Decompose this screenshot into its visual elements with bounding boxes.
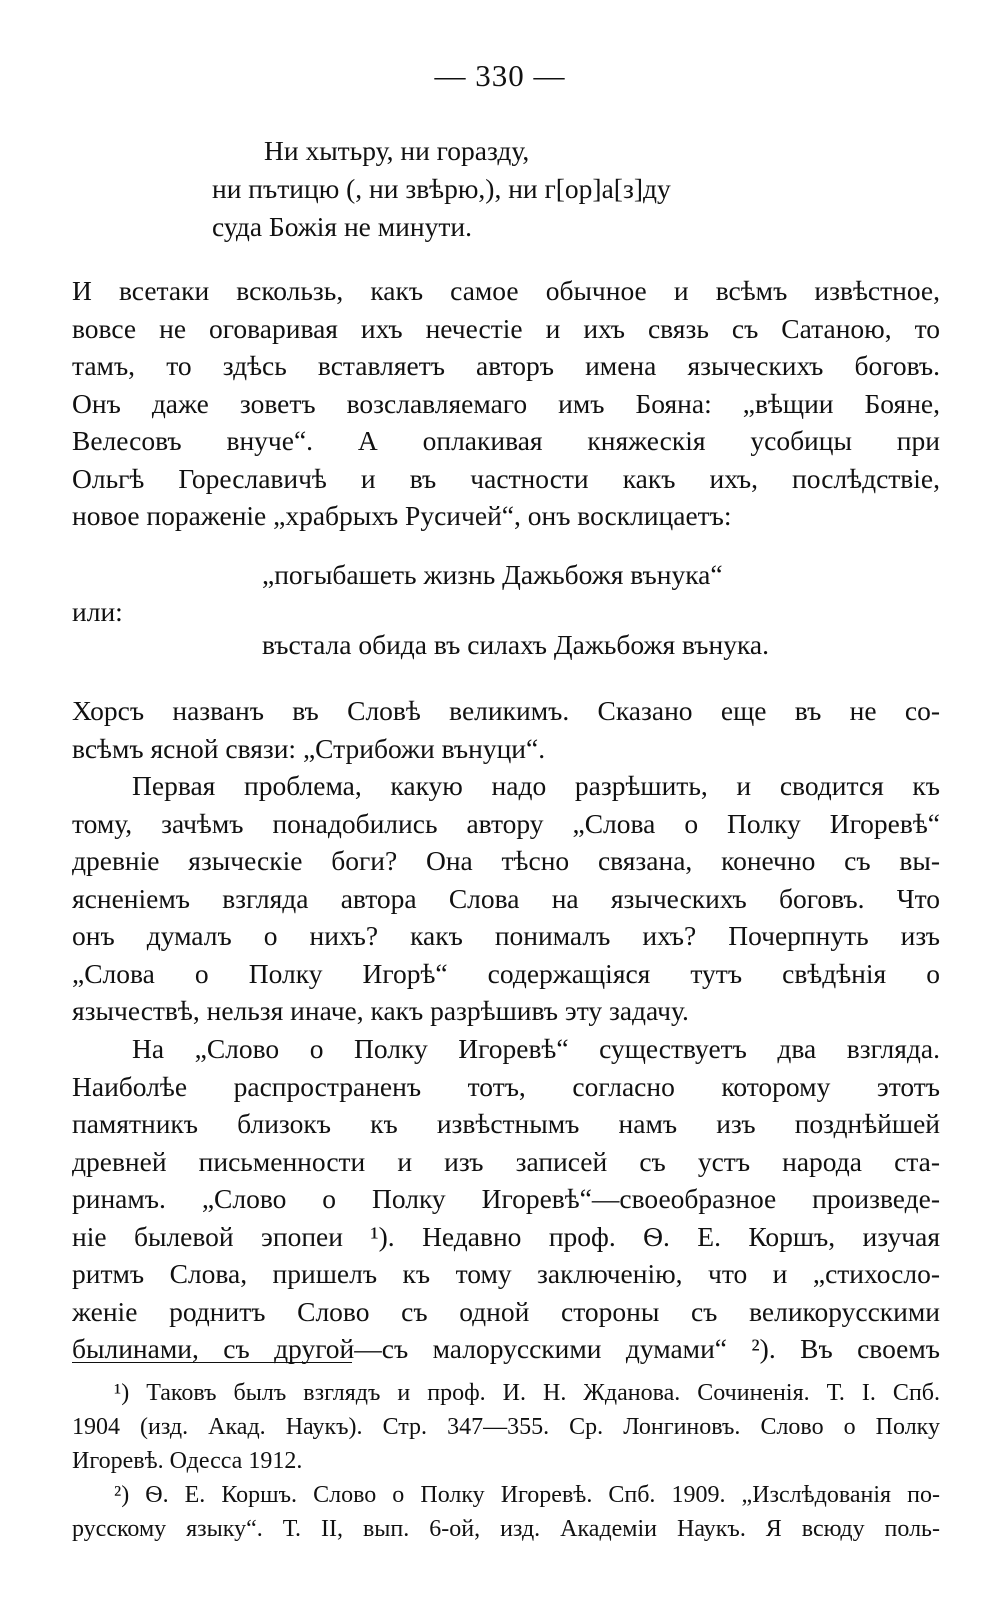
text-line: И всетаки вскользь, какъ самое обычное и всѣмъ извѣстное, <box>72 275 940 306</box>
text-line: Онъ даже зоветъ возславляемаго имъ Бояна: „вѣщии Бояне, <box>72 387 940 419</box>
text-line: ритмъ Слова, пришелъ къ тому заключенію, что и „стихосло- <box>72 1258 940 1289</box>
footnote-line: ²) Ѳ. Е. Коршъ. Слово о Полку Игоревѣ. Спб. 1909. „Изслѣдованія по- <box>114 1482 940 1508</box>
text-line: тому, зачѣмъ понадобились автору „Слова о Полку Игоревѣ“ <box>72 807 940 839</box>
footnote-line: 1904 (изд. Акад. Наукъ). Стр. 347—355. Ср. Лонгиновъ. Слово о Полку <box>72 1414 940 1440</box>
paragraph-1 <box>72 272 940 535</box>
text-line: Наиболѣе распространенъ тотъ, согласно которому этотъ <box>72 1070 940 1102</box>
text-line: вовсе не оговаривая ихъ нечестіе и ихъ связь съ Сатаною, то <box>72 312 940 344</box>
text-line: древней письменности и изъ записей съ устъ народа ста- <box>72 1145 940 1177</box>
text-line: ринамъ. „Слово о Полку Игоревѣ“—своеобразное произведе- <box>72 1183 940 1214</box>
page-number: — 330 — <box>434 58 566 93</box>
quote-line-2: въстала обида въ силахъ Дажьбожя вънука. <box>262 629 770 660</box>
text-line: былинами, съ другой—съ малорусскими думами“ ²). Въ своемъ <box>72 1333 940 1364</box>
text-line: Ольгѣ Гореславичѣ и въ частности какъ ихъ, послѣдствіе, <box>72 462 940 494</box>
verse-line: суда Божія не минути. <box>212 211 472 242</box>
footnote-line: Игоревѣ. Одесса 1912. <box>72 1448 303 1474</box>
text-line: Велесовъ внуче“. А оплакивая княжескія усобицы при <box>72 425 940 456</box>
text-line: новое пораженіе „храбрыхъ Русичей“, онъ восклицаетъ: <box>72 500 732 531</box>
quote-line-1: „погыбашеть жизнь Дажьбожя вънука“ <box>262 559 723 590</box>
text-line: Хорсъ названъ въ Словѣ великимъ. Сказано еще въ не со- <box>72 695 940 726</box>
paragraph-4 <box>72 1030 940 1368</box>
text-line: язычествѣ, нельзя иначе, какъ разрѣшивъ эту задачу. <box>72 995 689 1026</box>
text-line: древніе языческіе боги? Она тѣсно связана, конечно съ вы- <box>72 845 940 876</box>
footnote-line: ¹) Таковъ былъ взглядъ и проф. И. Н. Жданова. Сочиненія. Т. I. Спб. <box>114 1380 940 1406</box>
text-line: ясненіемъ взгляда автора Слова на языческихъ боговъ. Что <box>72 882 940 914</box>
text-line: ніе былевой эпопеи ¹). Недавно проф. Ѳ. Е. Коршъ, изучая <box>72 1220 940 1252</box>
text-line: Первая проблема, какую надо разрѣшить, и сводится къ <box>132 770 940 801</box>
text-line: всѣмъ ясной связи: „Стрибожи вънуци“. <box>72 732 546 764</box>
text-line: На „Слово о Полку Игоревѣ“ существуетъ два взгляда. <box>132 1033 940 1064</box>
text-line: „Слова о Полку Игорѣ“ содержащіяся тутъ свѣдѣнія о <box>72 957 940 989</box>
text-line: онъ думалъ о нихъ? какъ понималъ ихъ? Почерпнуть изъ <box>72 920 940 951</box>
text-line: женіе роднитъ Слово съ одной стороны съ великорусскими <box>72 1295 940 1327</box>
paragraph-3 <box>72 767 940 1030</box>
footnote-line: русскому языку“. Т. II, вып. 6-ой, изд. Академіи Наукъ. Я всюду поль- <box>72 1516 940 1542</box>
verse-line: ни пътицю (, ни звѣрю,), ни г[ор]а[з]ду <box>212 173 671 204</box>
footnote-divider <box>72 1362 352 1363</box>
verse-line: Ни хытьру, ни горазду, <box>264 135 530 166</box>
text-line: памятникъ близокъ къ извѣстнымъ намъ изъ позднѣйшей <box>72 1108 940 1139</box>
paragraph-2 <box>72 692 940 767</box>
text-line: тамъ, то здѣсь вставляетъ авторъ имена языческихъ боговъ. <box>72 350 940 381</box>
or-label: или: <box>72 596 123 627</box>
footnotes <box>72 1376 940 1546</box>
